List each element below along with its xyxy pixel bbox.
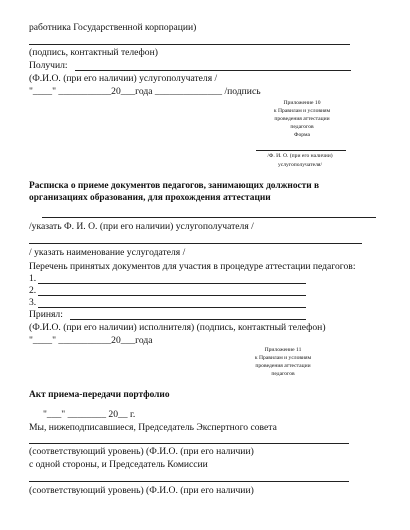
commission-chair-line: с одной стороны, и Председатель Комиссии xyxy=(29,459,208,470)
act-date-line: "___" ________ 20__ г. xyxy=(43,409,136,420)
received-rule xyxy=(75,70,351,71)
receipt-date-line: "____" ___________20___года xyxy=(29,335,153,346)
documents-list-label: Перечень принятых документов для участия в процедуре аттестации педагогов: xyxy=(29,261,356,272)
recipient-caption-small: услугополучателя/ xyxy=(277,162,323,168)
appendix-11-rules: к Правилам и условиям xyxy=(254,355,312,361)
appendix-11-title: Приложение 11 xyxy=(264,347,302,353)
appendix-10-conditions: проведения аттестации xyxy=(274,116,330,122)
receipt-recipient-caption: /указать Ф. И. О. (при его наличии) услугополучателя / xyxy=(29,221,254,232)
signature-rule xyxy=(29,44,350,45)
commission-rule xyxy=(29,481,349,482)
received-label: Получил: xyxy=(29,60,68,71)
provider-rule xyxy=(29,243,362,244)
act-title: Акт приема-передачи портфолио xyxy=(29,390,170,400)
recipient-name-caption: (Ф.И.О. (при его наличии) услугополучателя / xyxy=(29,73,218,84)
employee-line: работника Государственной корпорации) xyxy=(29,22,197,33)
appendix-10-form: Форма xyxy=(294,132,310,138)
accepted-rule xyxy=(70,319,306,320)
expert-council-rule xyxy=(29,443,349,444)
appendix-10-rules: к Правилам и условиям xyxy=(273,108,331,114)
document-item-3: 3. xyxy=(29,297,37,308)
appendix-10-teachers: педагогов xyxy=(290,124,314,130)
document-item-3-rule xyxy=(38,307,306,308)
provider-caption: / указать наименование услугодателя / xyxy=(29,247,186,258)
date-signature-line: "____" ___________20___года ______________ /подпись xyxy=(29,86,261,97)
commission-caption: (соответствующий уровень) (Ф.И.О. (при его наличии) xyxy=(29,485,254,496)
accepted-label: Принял: xyxy=(29,309,63,320)
document-item-2-rule xyxy=(38,295,306,296)
recipient-name-rule xyxy=(256,150,346,151)
appendix-10-title: Приложение 10 xyxy=(283,100,321,106)
act-signatories-line: Мы, нижеподписавшиеся, Председатель Экспертного совета xyxy=(29,422,277,433)
document-item-1: 1. xyxy=(29,273,37,284)
receipt-title: Расписка о приеме документов педагогов, занимающих должности в организациях образования, для прохождения аттестации xyxy=(29,181,320,203)
recipient-name-caption-small: /Ф. И. О. (при его наличии) xyxy=(267,153,333,159)
appendix-11-conditions: проведения аттестации xyxy=(255,363,311,369)
executor-caption: (Ф.И.О. (при его наличии) исполнителя) (подпись, контактный телефон) xyxy=(29,322,326,333)
document-item-1-rule xyxy=(38,283,306,284)
receipt-name-rule xyxy=(42,217,376,218)
expert-council-caption: (соответствующий уровень) (Ф.И.О. (при его наличии) xyxy=(29,446,254,457)
signature-phone-caption: (подпись, контактный телефон) xyxy=(29,47,158,58)
appendix-11-teachers: педагогов xyxy=(271,371,295,377)
document-item-2: 2. xyxy=(29,285,37,296)
